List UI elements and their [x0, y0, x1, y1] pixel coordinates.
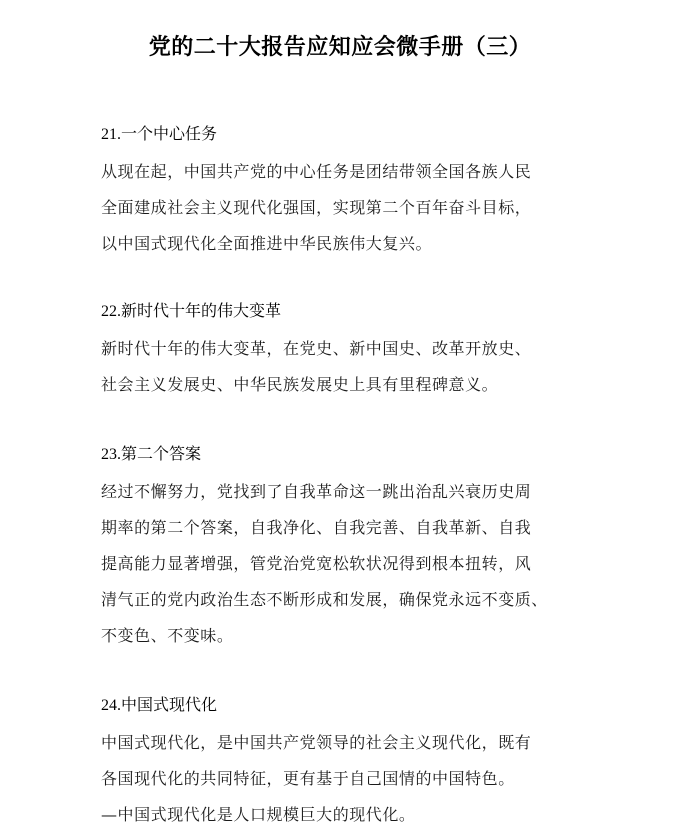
- section-heading: [101, 123, 621, 145]
- section-heading: [101, 300, 621, 322]
- section-heading: [101, 694, 621, 716]
- section-number: 24.: [101, 697, 121, 714]
- paragraph-line: 新时代十年的伟大变革，在党史、新中国史、改革开放史、: [101, 339, 532, 358]
- section-23: [101, 443, 621, 654]
- paragraph-line: 清气正的党内政治生态不断形成和发展，确保党永远不变质、: [101, 590, 548, 609]
- section-title: 新时代十年的伟大变革: [121, 301, 282, 320]
- paragraph-line: 各国现代化的共同特征，更有基于自己国情的中国特色。: [101, 769, 515, 788]
- section-24: [101, 694, 621, 833]
- paragraph-line: 社会主义发展史、中华民族发展史上具有里程碑意义。: [101, 375, 499, 394]
- paragraph-line: 提高能力显著增强，管党治党宽松软状况得到根本扭转，风: [101, 554, 532, 573]
- section-number: 23.: [101, 446, 121, 463]
- section-title: 一个中心任务: [121, 124, 218, 143]
- section-number: 21.: [101, 126, 121, 143]
- paragraph-line: —中国式现代化是人口规模巨大的现代化。: [101, 805, 416, 824]
- paragraph-line: 全面建成社会主义现代化强国，实现第二个百年奋斗目标，: [101, 198, 532, 217]
- paragraph-line: 经过不懈努力，党找到了自我革命这一跳出治乱兴衰历史周: [101, 482, 532, 501]
- page-title: 党的二十大报告应知应会微手册（三）: [148, 35, 532, 60]
- paragraph-line: 中国式现代化，是中国共产党领导的社会主义现代化，既有: [101, 733, 532, 752]
- paragraph-line: 期率的第二个答案，自我净化、自我完善、自我革新、自我: [101, 518, 532, 537]
- section-number: 22.: [101, 303, 121, 320]
- section-title: 中国式现代化: [121, 695, 218, 714]
- paragraph-line: 从现在起，中国共产党的中心任务是团结带领全国各族人民: [101, 162, 532, 181]
- section-heading: [101, 443, 621, 465]
- paragraph-line: 不变色、不变味。: [101, 626, 234, 645]
- paragraph-line: 以中国式现代化全面推进中华民族伟大复兴。: [101, 234, 433, 253]
- section-title: 第二个答案: [121, 444, 202, 463]
- section-21: [101, 123, 621, 262]
- section-22: [101, 300, 621, 403]
